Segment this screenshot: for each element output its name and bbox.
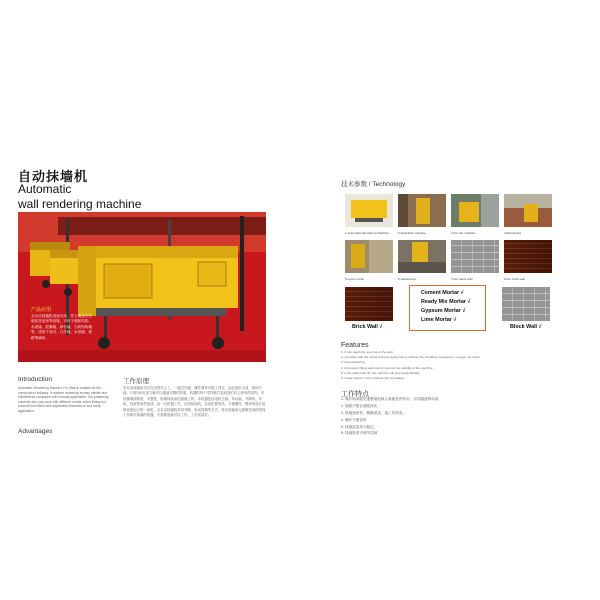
feature-item: 1. It can reach the very top of the wall. xyxy=(341,350,394,354)
title-chinese: 自动抹墙机 xyxy=(18,169,89,184)
thumb-rendering xyxy=(504,194,552,227)
mortar-type: Ready Mix Mortar √ xyxy=(421,299,471,305)
work-feature-item: 2. 墙面平整且墙壁抹灰 xyxy=(341,404,378,408)
mortar-type: Cement Mortar √ xyxy=(421,290,464,296)
feature-item: 6. Large hopper, more material can be loaded. xyxy=(341,376,405,380)
features-heading: Features xyxy=(341,342,369,349)
thumb-caption: 5.Lean mortar xyxy=(345,277,365,281)
technology-heading: 技术参数 / Technology xyxy=(341,181,406,188)
work-features-heading: 工作特点 xyxy=(341,391,369,398)
work-principle-text: 全自动抹墙机可以完全替代人工，一键式开墙，操作简单可施工到位，而且进价合适，使用方便。只需200瓦电力就可以做墙平整的效果，机器的每个零件都打造成我们自主研发的结构。可设置墙面厚度，平整度，粉墙抹灰前后面施工的。本机器包括电机主轴、传动轴、升降机、导轨、机架等部件组成，由一台机器工作，自动抹墙机，自动化程度高，方便操作，整体的设计是将设备运行的一体机。全自动抹墙机采用升降、电动控制等方式，每次抹墙前无需做任何的放线工作即可抹墙的机器，只需插电就可以工作，工作质量好。 xyxy=(123,386,266,418)
work-feature-item: 1. 操作简单能迅速整墙机械人都能发挥作用，可以随意移动前 xyxy=(341,397,439,401)
thumb-caption: 6.Adjustment xyxy=(398,277,417,281)
block-wall-photo xyxy=(502,287,550,321)
thumb-brick-wall xyxy=(504,240,552,273)
thumb-operable-machine xyxy=(398,194,446,227)
block-wall-label: Block Wall √ xyxy=(510,324,542,330)
introduction-text: Automatic Rendering Machine For Wall is suitable for the construction industry. It realizes rendering excess plaster and efficientless compared with manual application. Our plastering machine also can work with different mortar which listing is a powerful tool fitted with adjustable thickness to suit every application. xyxy=(18,386,109,413)
application-text: 全自动抹墙机用途可用，并公寓室内空墙体及营房等设施，可用于墙体结构、水泥墙、混凝墙、砂石墙、石块结构墙等，适用于室内、口疗墙、水田墙、铁路等墙体。 xyxy=(31,314,93,340)
advantages-heading: Advantages xyxy=(18,428,53,435)
work-feature-item: 4. 操作方便省时 xyxy=(341,418,367,422)
work-feature-item: 6. 抹墙厚度可调节控制 xyxy=(341,431,378,435)
brick-wall-label: Brick Wall √ xyxy=(352,324,383,330)
feature-item: 2. Combine with the screw and conveying belt to achieve the vibrating compaction, no gaps, no crack. xyxy=(341,355,481,359)
thumb-automatic-machine xyxy=(345,194,393,227)
thumb-caption: 2.Operable machine xyxy=(398,231,426,235)
thumb-adjustment xyxy=(398,240,446,273)
thumb-for-machine xyxy=(451,194,499,227)
work-principle-heading: 工作原理 xyxy=(123,378,149,385)
thumb-caption: 3.For the machine xyxy=(451,231,476,235)
thumb-block-wall xyxy=(451,240,499,273)
thumb-caption: 1.Automatic Rendering Machine xyxy=(345,231,390,235)
feature-item: 4. Accessory lifting work tool to improve the stability of the machine. xyxy=(341,366,434,370)
mortar-type: Gypsum Mortar √ xyxy=(421,308,466,314)
thumb-caption: 4.Rendering xyxy=(504,231,521,235)
title-english-line2: wall rendering machine xyxy=(18,197,142,211)
brick-wall-photo xyxy=(345,287,393,321)
thumb-caption: 8.For brick wall xyxy=(504,277,525,281)
work-feature-item: 3. 抹墙速度快，精确度高，施工效率高。 xyxy=(341,411,407,415)
work-feature-item: 5. 抹墙质量均匀稳定。 xyxy=(341,425,378,429)
introduction-heading: Introduction xyxy=(18,376,52,383)
feature-item: 3. Fast plastering. xyxy=(341,360,366,364)
application-title: 产品应用 xyxy=(31,307,52,313)
thumb-caption: 7.For block wall xyxy=(451,277,473,281)
title-english-line1: Automatic xyxy=(18,182,72,196)
mortar-type: Lime Mortar √ xyxy=(421,317,457,323)
thumb-lean-mortar xyxy=(345,240,393,273)
feature-item: 5. It the cable falls off, the machine will stop automatically. xyxy=(341,371,421,375)
